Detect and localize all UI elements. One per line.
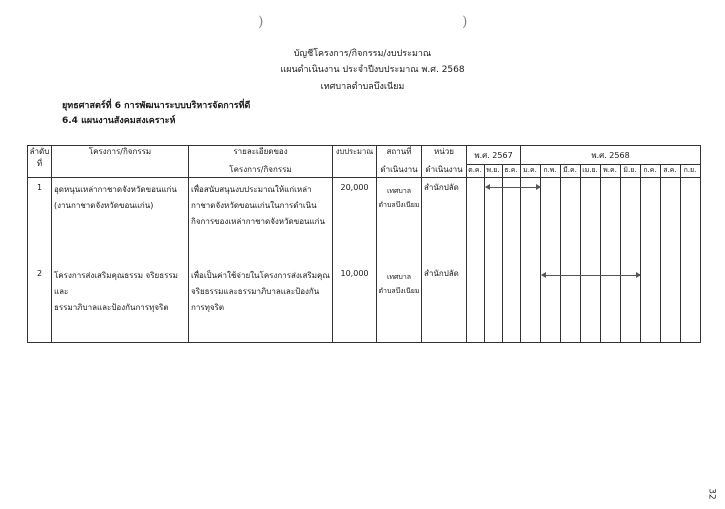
row-unit: สำนักปลัด (424, 183, 459, 192)
col-budget-header: งบประมาณ (335, 147, 374, 156)
row-number: 2 (36, 269, 43, 278)
month-may: พ.ค. (603, 166, 617, 174)
row-number: 1 (36, 183, 43, 192)
row-place: เทศบาล ตำบลบึงเนียม (378, 273, 420, 295)
timeline-arrow (542, 275, 640, 276)
strategy-heading: ยุทธศาสตร์ที่ 6 การพัฒนาระบบบริหารจัดการที่ดี (62, 101, 251, 111)
month-jul: ก.ค. (643, 166, 657, 174)
page-number: 32 (706, 488, 717, 500)
page-mark-left: ) (258, 14, 264, 30)
month-mar: มี.ค. (563, 166, 577, 174)
row-detail: เพื่อสนับสนุนงบประมาณให้แก่เหล่า กาชาดจังหวัดขอนแก่นในการดำเนิน กิจการของเหล่ากาชาดจังหวัดขอนแก่น (191, 185, 325, 226)
row-project: โครงการส่งเสริมคุณธรรม จริยธรรมและ ธรรมาภิบาลและป้องกันการทุจริต (54, 271, 178, 312)
row-budget: 10,000 (340, 269, 369, 278)
col-place-header: สถานที่ ดำเนินงาน (380, 147, 418, 174)
page-mark-right: ) (462, 14, 468, 30)
month-jun: มิ.ย. (623, 166, 637, 174)
header-plan: แผนดำเนินงาน ประจำปีงบประมาณ พ.ศ. 2568 (280, 65, 465, 75)
plan-heading: 6.4 แผนงานสังคมสงเคราะห์ (62, 116, 176, 126)
month-aug: ส.ค. (663, 166, 677, 174)
month-feb: ก.พ. (543, 166, 557, 174)
month-sep: ก.ย. (683, 166, 697, 174)
col-project-header: โครงการ/กิจกรรม (88, 147, 152, 156)
col-detail-header: รายละเอียดของ โครงการ/กิจกรรม (229, 147, 292, 174)
row-project: อุดหนุนเหล่ากาชาดจังหวัดขอนแก่น (งานกาชาดจังหวัดขอนแก่น) (54, 185, 177, 210)
col-unit-header: หน่วย ดำเนินงาน (425, 147, 463, 174)
header-title: บัญชีโครงการ/กิจกรรม/งบประมาณ (293, 49, 432, 59)
month-dec: ธ.ค. (504, 166, 518, 174)
row-place: เทศบาล ตำบลบึงเนียม (378, 187, 420, 209)
row-budget: 20,000 (340, 183, 369, 192)
header-organization: เทศบาลตำบลบึงเนียม (320, 82, 405, 92)
month-oct: ต.ค. (468, 166, 482, 174)
year-2567-header: พ.ศ. 2567 (474, 151, 513, 160)
row-detail: เพื่อเป็นค่าใช้จ่ายในโครงการส่งเสริมคุณ จริยธรรมและธรรมาภิบาลและป้องกัน การทุจริต (191, 271, 330, 312)
year-2568-header: พ.ศ. 2568 (591, 151, 630, 160)
row-unit: สำนักปลัด (424, 269, 459, 278)
col-no-header: ลำดับ ที่ (29, 147, 50, 168)
month-apr: เม.ย. (582, 166, 598, 174)
month-jan: ม.ค. (523, 166, 537, 174)
month-nov: พ.ย. (486, 166, 500, 174)
timeline-arrow (486, 187, 540, 188)
